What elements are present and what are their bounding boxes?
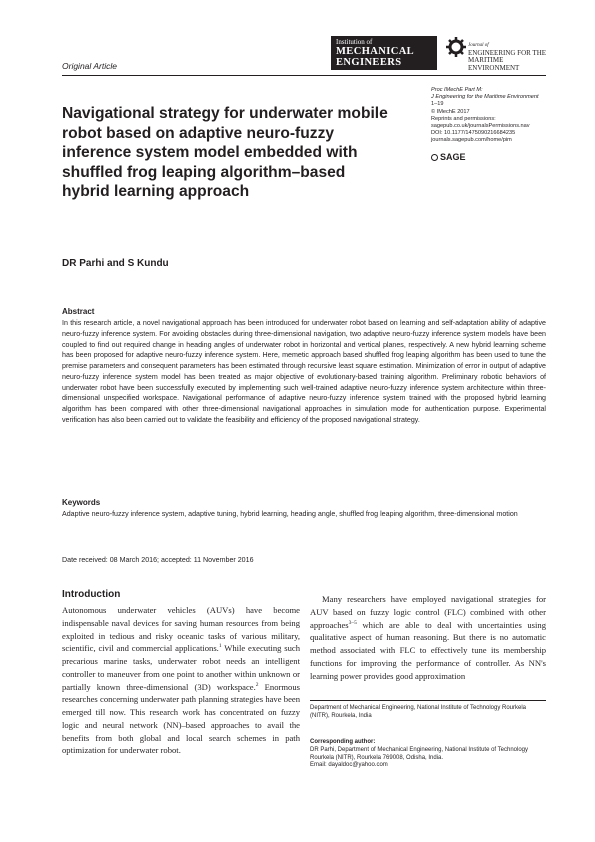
introduction-paragraph-left bbox=[62, 604, 300, 757]
intro-right-text-2: which are able to deal with uncertainties using qualitative aspect of human reasoning. But there is no automatic method associated with FLC to effectively tune its membership functions for improving the performance of controller. As NN's learning power provides good approximation bbox=[310, 619, 546, 681]
pub-info-pages: 1–19 bbox=[431, 101, 444, 108]
sage-logo-text: SAGE bbox=[440, 152, 466, 162]
header-rule bbox=[62, 75, 546, 76]
pub-info-copyright: © IMechE 2017 bbox=[431, 108, 470, 115]
pub-info-permissions-link[interactable]: sagepub.co.uk/journalsPermissions.nav bbox=[431, 123, 530, 130]
sage-logo-icon bbox=[431, 154, 438, 161]
footnote-rule bbox=[310, 700, 546, 701]
publisher-logo-line1: Institution of bbox=[336, 38, 373, 46]
pub-info-journal-link[interactable]: journals.sagepub.com/home/pim bbox=[431, 137, 512, 144]
corresponding-author-address: DR Parhi, Department of Mechanical Engineering, National Institute of Technology Rourkela (NITR), Rourkela 769008, Odisha, India. bbox=[310, 747, 529, 761]
intro-left-text-3: Enormous researches concerning underwater path planning strategies have been emerged till now. This research work has concentrated on fuzzy logic and neural network (NN)–based approaches to avail the benefits from both global and local search schemes in path optimization for underwater robot. bbox=[62, 681, 300, 756]
abstract-text: In this research article, a novel navigational approach has been introduced for underwater robot based on learning and self-adaptation ability of adaptive neuro-fuzzy inference system. For avoiding obstacles during three-dimensional navigation, two adaptive neuro-fuzzy inference system models have been coupled to find out required change in heading angles of underwater robot in horizontal and vertical planes, respectively. A new hybrid learning scheme has been proposed for adaptive neuro-fuzzy inference system. Here, memetic approach based shuffled frog leaping algorithm has been used to tune the premise parameters and consequent parameters has been estimated through recursive least square estimation. Minimization of error in output of adaptive neuro-fuzzy inference system model has been treated as major objective of evolutionary-based training algorithm. Preliminary robotic behaviors of underwater robot have been successfully executed by implementing such well-trained adaptive neuro-fuzzy inference system architecture within three-dimensional unspecified workspace. Navigational performance of adaptive neuro-fuzzy inference system trained with the proposed hybrid learning algorithm has been compared with other three-dimensional navigational approaches in simulation mode for authentication purpose. Experimental verification has also been carried out to validate the feasibility and efficiency of the proposed navigational strategy. bbox=[62, 319, 546, 424]
citation-3[interactable]: 3–5 bbox=[348, 619, 357, 626]
gear-icon bbox=[445, 36, 467, 58]
publisher-logo-line3: ENGINEERS bbox=[336, 57, 402, 68]
publisher-logo-line2: MECHANICAL bbox=[336, 46, 415, 57]
journal-name-line2: MARITIME ENVIRONMENT bbox=[468, 56, 520, 72]
pub-info-doi[interactable]: DOI: 10.1177/1475090216684235 bbox=[431, 130, 516, 137]
authors: DR Parhi and S Kundu bbox=[62, 258, 169, 269]
intro-left-text-2: While executing such precarious marine tasks, underwater robot needs an intelligent controller to maneuver from one point to another within unknown or partially known three-dimensional (3D) workspace. bbox=[62, 643, 300, 692]
citation-1[interactable]: 1 bbox=[218, 643, 222, 650]
article-type: Original Article bbox=[62, 61, 117, 71]
abstract-heading: Abstract bbox=[62, 307, 95, 316]
journal-label: Journal of bbox=[468, 43, 489, 48]
affiliation: Department of Mechanical Engineering, National Institute of Technology Rourkela (NITR), Rourkela, India bbox=[310, 705, 527, 719]
publication-info bbox=[431, 87, 551, 145]
intro-left-text-1: Autonomous underwater vehicles (AUVs) have become indispensable naval devices for saving human resources from being exploited in tedious and risky oceanic tasks of various military, scientific, civil and commercial applications. bbox=[62, 605, 300, 654]
corresponding-author bbox=[310, 747, 546, 770]
introduction-paragraph-right bbox=[310, 593, 546, 682]
keywords-heading: Keywords bbox=[62, 498, 101, 507]
intro-right-text-1: Many researchers have employed navigational strategies for AUV based on fuzzy logic control (FLC) combined with other approaches bbox=[310, 594, 546, 630]
publisher-logo bbox=[331, 36, 437, 70]
corresponding-author-email[interactable]: Email: dayaldoc@yahoo.com bbox=[310, 762, 388, 769]
introduction-heading: Introduction bbox=[62, 589, 121, 600]
journal-logo bbox=[445, 34, 555, 70]
journal-name-line1: ENGINEERING FOR THE bbox=[468, 48, 547, 57]
citation-2[interactable]: 2 bbox=[255, 681, 259, 688]
pub-info-journal-full: J Engineering for the Maritime Environment bbox=[431, 94, 539, 101]
corresponding-author-heading: Corresponding author: bbox=[310, 739, 376, 745]
keywords-text: Adaptive neuro-fuzzy inference system, adaptive tuning, hybrid learning, heading angle, shuffled frog leaping algorithm, three-dimensional motion bbox=[62, 510, 518, 518]
dates: Date received: 08 March 2016; accepted: 11 November 2016 bbox=[62, 556, 254, 564]
paper-title: Navigational strategy for underwater mobile robot based on adaptive neuro-fuzzy inference system model embedded with shuffled frog leaping algorithm–based hybrid learning approach bbox=[62, 105, 388, 200]
pub-info-reprints: Reprints and permissions: bbox=[431, 115, 496, 122]
pub-info-journal: Proc IMechE Part M: bbox=[431, 87, 483, 93]
sage-logo bbox=[431, 152, 466, 162]
